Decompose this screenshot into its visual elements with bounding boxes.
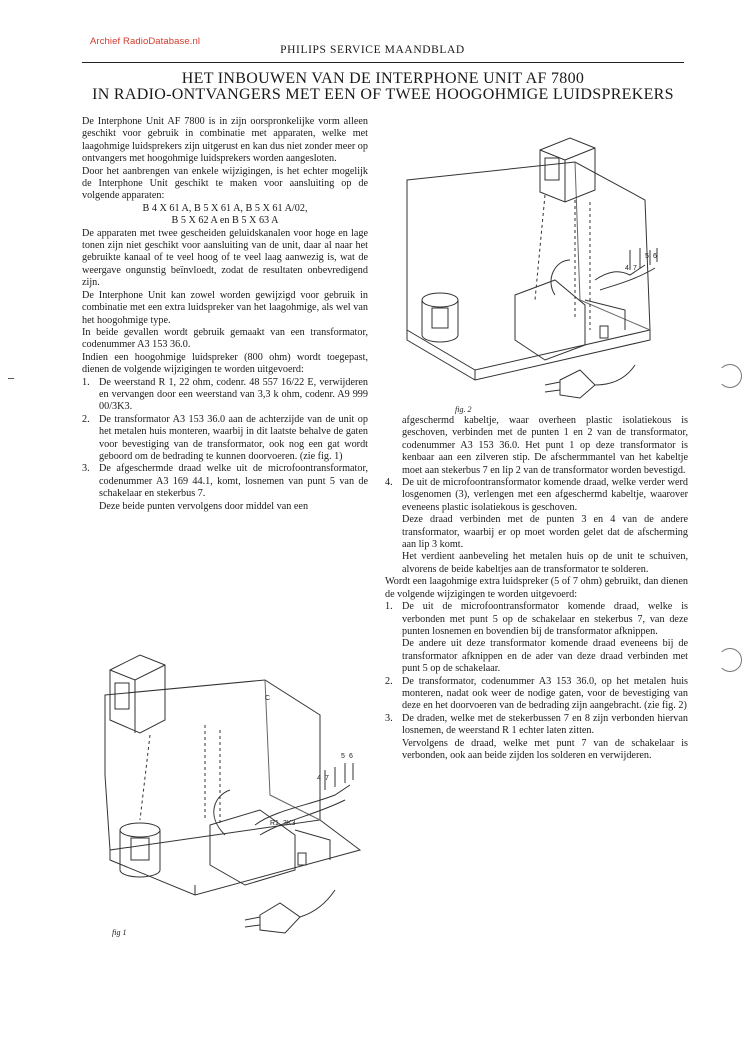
title-line-1: HET INBOUWEN VAN DE INTERPHONE UNIT AF 7800 [181,70,585,87]
fig2-label: 7 [633,265,637,272]
punch-hole [718,364,742,388]
paragraph-channels: De apparaten met twee gescheiden geluidskanalen voor hoge en lage tonen zijn niet geschikt voor aansluiting van de unit, daar al naar het gebruikte kanaal of te veel hoog of te veel laag aanwezig is, wat de weergave ongunstig beïnvloedt, zodat de resultaten onbevredigend zijn. [82,227,368,289]
margin-mark [8,378,14,379]
list-item [385,477,688,514]
paragraph-lowohm: Wordt een laagohmige extra luidspreker (5 of 7 ohm) gebruikt, dan dienen de volgende wijzigingen te worden uitgevoerd: [385,576,689,600]
figure-1-drawing [95,645,375,945]
paragraph-highohm: Indien een hoogohmige luidspreker (800 ohm) wordt toegepast, dienen de volgende wijzigingen te worden uitgevoerd: [82,351,368,376]
list-number: 2. [82,413,90,425]
paragraph-types: De Interphone Unit kan zowel worden gewijzigd voor gebruik in combinatie met een extra luidspreker van het laagohmige, als wel van het hoogohmige type. [82,289,368,326]
fig1-label: 7 [325,775,329,782]
fig1-label: 5 [341,753,345,760]
list-number: 1. [82,376,90,388]
header-rule [82,62,684,63]
title-line-2: IN RADIO-ONTVANGERS MET EEN OF TWEE HOOGOHMIGE LUIDSPREKERS [92,86,674,103]
list-number: 1. [385,601,393,613]
list-text: De afgeschermde draad welke uit de microfoontransformator, codenummer A3 169 44.1, komt, losnemen van punt 5 van de schakelaar en stekerbus 7. [99,463,368,500]
figure-1-caption: fig 1 [112,928,127,937]
fig1-label: 3K3 [283,820,296,827]
list-item [385,713,688,738]
fig1-label: R1 [270,820,279,827]
list-text: De uit de microfoontransformator komende draad, welke is verbonden met punt 5 op de schakelaar en stekerbus 7, van deze punten losnemen en bovendien bij de transformator afknippen. [402,601,688,637]
paragraph-transformer: In beide gevallen wordt gebruik gemaakt van een transformator, codenummer A3 153 36.0. [82,326,368,351]
list-item [82,377,368,414]
list-number: 4. [385,477,393,489]
list-text: De andere uit deze transformator komende draad eveneens bij de transformator afknippen en de ader van deze draad verbinden met punt 5 op de schakelaar. [402,638,688,675]
list-number: 3. [385,712,393,724]
figure-2-drawing [395,130,695,415]
list-item [82,414,368,464]
list-item [82,463,368,500]
article-title [80,71,686,103]
fig2-label: 6 [653,253,657,260]
list-text: Vervolgens de draad, welke met punt 7 van de schakelaar is verbonden, ook aan beide zijden los solderen en verwijderen. [402,737,688,761]
list-continuation: afgeschermd kabeltje, waar overheen plastic isolatiekous is geschoven, verbinden met de punten 1 en 2 van de transformator, codenummer A3 153 36.0. Het punt 1 op deze transformator is kenbaar aan een zilveren stip. De afschermmantel van het kabeltje moet aan stekerbus 7 en lip 2 van de transformator worden bevestigd. [402,415,688,476]
list-continuation: Deze beide punten vervolgens door middel van een [99,500,309,512]
watermark: Archief RadioDatabase.nl [90,36,201,47]
paragraph-intro: De Interphone Unit AF 7800 is in zijn oorspronkelijke vorm alleen geschikt voor gebruik in combinatie met apparaten, welke met laagohmige luidsprekers zijn uitgerust en kan dus niet zonder meer op ontvangers met hoogohmige luidsprekers worden aangesloten. [82,116,368,165]
list-text: De weerstand R 1, 22 ohm, codenr. 48 557 16/22 E, verwijderen en vervangen door een weerstand van 3,3 k ohm, codenr. A9 999 00/3K3. [99,376,368,413]
model-list-2: B 5 X 62 A en B 5 X 63 A [171,215,279,227]
left-column [82,116,368,513]
model-list-1: B 4 X 61 A, B 5 X 61 A, B 5 X 61 A/02, [142,202,308,214]
fig1-label: 6 [349,753,353,760]
fig2-label: 5 [645,253,649,260]
page-header: PHILIPS SERVICE MAANDBLAD [280,44,465,56]
list-text: De uit de microfoontransformator komende draad, welke verder werd losgenomen (3), verlengen met een afgeschermd kabeltje, waarover eveneens plastic isolatiekous is geschoven. [402,477,688,513]
list-text: De transformator A3 153 36.0 aan de achterzijde van de unit op het metalen huis monteren, waarbij in dit laatste behalve de gaten voor bevestiging van de transformator, ook nog een gat wordt geboord om de bedrading te kunnen doorvoeren. (zie fig. 1) [99,413,368,462]
list-item [385,601,688,638]
figure-2-caption: fig. 2 [455,405,472,414]
fig1-label: C [265,695,271,702]
fig2-label: 4 [625,265,629,272]
list-number: 3. [82,463,90,475]
right-column [385,415,688,762]
fig1-label: 4 [317,775,321,782]
list-text: De draden, welke met de stekerbussen 7 en 8 zijn verbonden hiervan losnemen, de weerstand R 1 echter laten zitten. [402,712,688,737]
list-text: Deze draad verbinden met de punten 3 en 4 van de andere transformator, waarbij er op moet worden gelet dat de afscherming aan lip 3 komt. [402,514,688,551]
list-text: De transformator, codenummer A3 153 36.0, op het metalen huis monteren, nadat ook weer de nodige gaten, voor de bevestiging van deze en het doorvoeren van de bedrading zijn aangebracht. (zie fig. 2) [402,675,688,712]
list-text: Het verdient aanbeveling het metalen huis op de unit te schuiven, alvorens de beide kabeltjes aan de transformator te solderen. [402,551,688,575]
list-item [385,676,688,713]
punch-hole [718,648,742,672]
paragraph-modifications: Door het aanbrengen van enkele wijzigingen, is het echter mogelijk de Interphone Unit geschikt te maken voor aansluiting op de volgende apparaten: [82,165,368,202]
list-number: 2. [385,675,393,687]
